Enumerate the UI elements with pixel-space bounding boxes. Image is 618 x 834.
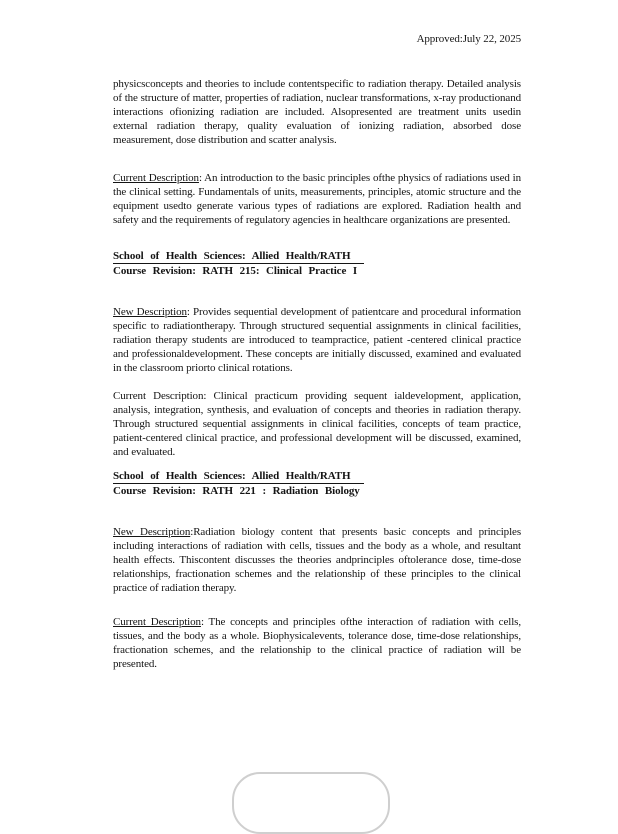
paragraph-rath221-new-description (113, 525, 521, 595)
school-line: School of Health Sciences: Allied Health/RATH (113, 249, 364, 264)
description-label: Current Description (113, 616, 201, 628)
description-text: : The concepts and principles ofthe interaction of radiation with cells, tissues, and the body as a whole. Biophysicalevents, tolerance dose, time-dose relationships, fractionation schemes, and the relationship to the clinical practice of radiation will be presented. (113, 616, 521, 670)
description-label: Current Description (113, 172, 199, 184)
paragraph-rath215-current-description (113, 389, 521, 459)
course-revision-line: Course Revision: RATH 215: Clinical Practice I (113, 265, 358, 277)
page-bottom-ornament (232, 772, 390, 834)
paragraph-text: physicsconcepts and theories to include contentspecific to radiation therapy. Detailed analysis of the structure of matter, properties of radiation, nuclear transformations, x-ray productionand interactions ofionizing radiation are included. Alsopresented are treatment units usedin external radiation therapy, quality evaluation of ionizing radiation, absorbed dose measurement, dose distribution and scatter analysis. (113, 78, 521, 146)
description-text: Current Description: Clinical practicum providing sequent ialdevelopment, application, analysis, integration, synthesis, and evaluation of concepts and theories in radiation therapy. Through structured sequential assignments in clinical facilities, concepts of team practice, patient-centered clinical practice, and professional development will be discussed, examined, and evaluated. (113, 390, 521, 458)
paragraph-rath221-current-description (113, 615, 521, 671)
description-label: New Description (113, 526, 191, 538)
paragraph-course-content-continuation (113, 77, 521, 147)
description-text: : An introduction to the basic principles ofthe physics of radiations used in the clinical setting. Fundamentals of units, measurements, principles, atomic structure and the equipment usedto generate various types of radiations are explored. Radiation health and safety and the requirements of regulatory agencies in healthcare organizations are presented. (113, 172, 521, 226)
description-text: : Provides sequential development of patientcare and procedural information specific to radiationtherapy. Through structured sequential assignments in clinical facilities, radiation therapy students are introduced to teampractice, patient -centered clinical practice and professionaldevelopment. These concepts are initially discussed, examined and evaluated in the classroom priorto clinical rotations. (113, 306, 521, 374)
section-heading-rath-215 (113, 249, 521, 278)
approval-date: Approved:July 22, 2025 (416, 33, 521, 45)
course-revision-line: Course Revision: RATH 221 : Radiation Biology (113, 485, 360, 497)
school-line: School of Health Sciences: Allied Health/RATH (113, 469, 364, 484)
section-heading-rath-221 (113, 469, 521, 498)
document-page (113, 0, 521, 800)
description-text: :Radiation biology content that presents basic concepts and principles including interactions of radiation with cells, tissues and the body as a whole, and resultant health effects. Thiscontent discusses the theories andprinciples oftolerance dose, time-dose relationships, fractionation schemes and the relationship of these principles to the clinical practice of radiation therapy. (113, 526, 522, 594)
paragraph-rath215-new-description (113, 305, 521, 375)
paragraph-physics-current-description (113, 171, 521, 227)
description-label: New Description (113, 306, 187, 318)
